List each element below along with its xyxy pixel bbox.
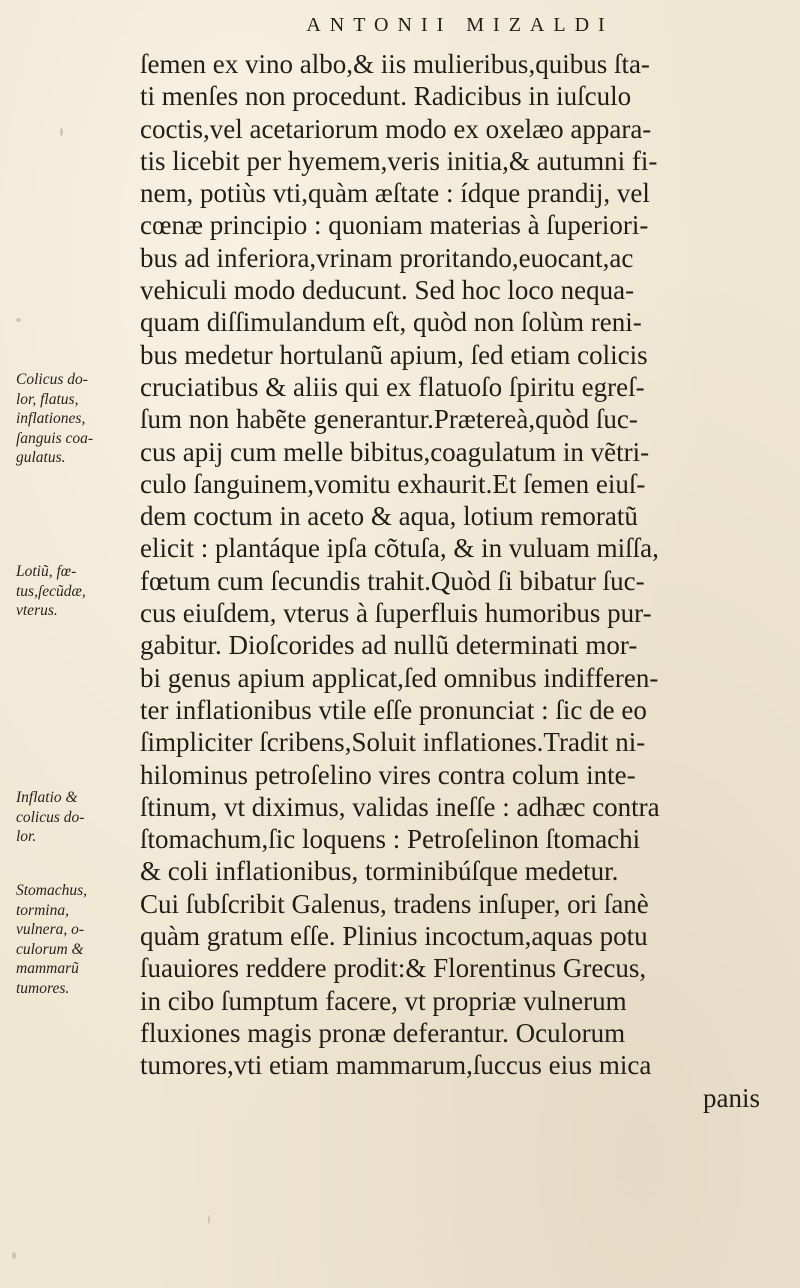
text-line: gabitur. Dioſcorides ad nullũ determinati mor- [140,630,638,661]
margin-note-line: Colicus do- [16,371,88,388]
margin-note-lotium [16,562,136,621]
paper-speck [16,318,21,322]
text-line: fluxiones magis pronæ deferantur. Oculorum [140,1017,626,1048]
catchword: panis [703,1082,760,1113]
text-line: ſimpliciter ſcribens,Soluit inflationes.Tradit ni- [140,727,646,758]
text-line: fœtum cum ſecundis trahit.Quòd ſi bibatur ſuc- [140,565,645,596]
margin-note-line: inflationes, [16,410,86,427]
text-line: & coli inflationibus, torminibúſque medetur. [140,856,619,887]
text-line: dem coctum in aceto & aqua, lotium remoratũ [140,501,638,532]
text-line: tis licebit per hyemem,veris initia,& autumni fi- [140,145,658,176]
text-line: Cui ſubſcribit Galenus, tradens inſuper, ori ſanè [140,888,649,919]
text-line: ti menſes non procedunt. Radicibus in iuſculo [140,81,632,112]
margin-note-line: mammarũ [16,960,79,977]
text-line: nem, potiùs vti,quàm æſtate : ídque prandij, vel [140,178,650,209]
text-line: cruciatibus & aliis qui ex flatuoſo ſpiritu egreſ- [140,371,645,402]
text-line: ſuauiores reddere prodit:& Florentinus Grecus, [140,953,647,984]
text-line: ſemen ex vino albo,& iis mulieribus,quibus ſta- [140,49,650,79]
text-line: vehiculi modo deducunt. Sed hoc loco nequa- [140,275,635,306]
paper-speck [60,128,63,136]
text-line: elicit : plantáque ipſa cõtuſa, & in vuluam miſſa, [140,533,659,564]
text-line: ſtomachum,ſic loquens : Petroſelinon ſtomachi [140,824,641,855]
running-head: ANTONII MIZALDI [306,14,614,36]
text-line: cus apij cum melle bibitus,coagulatum in vẽtri- [140,436,650,467]
text-line: culo ſanguinem,vomitu exhaurit.Et ſemen eiuſ- [140,468,646,499]
text-line: bus ad inferiora,vrinam proritando,euocant,ac [140,242,634,273]
margin-note-line: vterus. [16,602,58,619]
margin-note-line: tumores. [16,979,70,997]
margin-note-line: tus,ſecũdæ, [16,582,86,600]
text-line: tumores,vti etiam mammarum,ſuccus eius mica [140,1050,652,1081]
margin-note-line: tormina, [16,901,69,919]
margin-note-line: Stomachus, [16,882,88,899]
margin-note-line: vulnera, o- [16,921,85,938]
main-text-block [140,48,780,1114]
text-line: quam diſſimulandum eſt, quòd non ſolùm reni- [140,307,642,338]
margin-note-line: Lotiũ, fœ- [16,563,77,580]
text-line: cœnæ principio : quoniam materias à ſuperiori- [140,210,649,241]
text-line: cus eiuſdem, vterus à ſuperfluis humoribus pur- [140,598,652,629]
margin-note-line: culorum & [16,940,84,958]
margin-note-line: lor. [16,828,37,845]
text-line: coctis,vel acetariorum modo ex oxelæo appara- [140,113,652,144]
text-line: hilominus petroſelino vires contra colum inte- [140,759,636,790]
text-line: quàm gratum eſſe. Plinius incoctum,aquas potu [140,921,648,952]
text-line: bi genus apium applicat,ſed omnibus indifferen- [140,662,659,693]
margin-note-inflatio [16,788,136,847]
margin-note-line: colicus do- [16,808,85,826]
text-line: bus medetur hortulanũ apium, ſed etiam colicis [140,339,648,370]
margin-note-line: gulatus. [16,449,66,466]
text-line: ter inflationibus vtile eſſe pronunciat : ſic de eo [140,694,647,725]
margin-note-line: ſanguis coa- [16,429,94,447]
margin-note-colic [16,370,136,468]
margin-note-line: Inflatio & [16,789,78,806]
text-line: ſtinum, vt diximus, validas ineſſe : adhæc contra [140,791,660,822]
margin-note-stomachus [16,881,136,998]
paper-speck [12,1252,16,1259]
text-line: in cibo ſumptum facere, vt propriæ vulnerum [140,985,627,1016]
margin-note-line: lor, flatus, [16,390,79,408]
paper-speck [208,1215,210,1224]
text-line: ſum non habẽte generantur.Prætereà,quòd ſuc- [140,404,638,435]
